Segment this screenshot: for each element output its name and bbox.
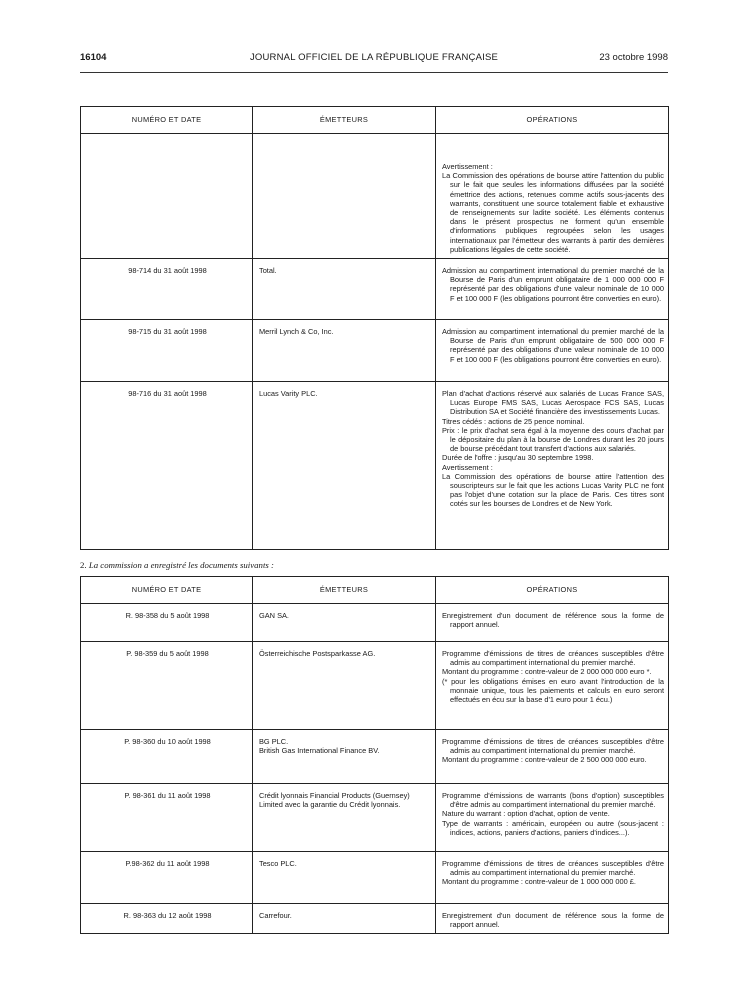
row-numero: P. 98-361 du 11 août 1998 xyxy=(81,784,253,852)
table-row xyxy=(81,904,669,934)
header-rule xyxy=(80,72,668,73)
row-operations xyxy=(436,134,669,259)
table-row xyxy=(81,852,669,904)
publication-date: 23 octobre 1998 xyxy=(599,52,668,63)
row-operations xyxy=(436,784,669,852)
operation-line: Nature du warrant : option d'achat, option de vente. xyxy=(442,809,610,819)
row-emetteur xyxy=(253,852,436,904)
operation-line: Programme d'émissions de titres de créances susceptibles d'être admis au compartiment international du premier marché. xyxy=(442,737,664,756)
row-emetteur xyxy=(253,784,436,852)
emetteur-line: Tesco PLC. xyxy=(259,859,297,868)
operation-line: Montant du programme : contre-valeur de 2 000 000 000 euro *. xyxy=(442,667,652,677)
col-header-operations: OPÉRATIONS xyxy=(436,577,669,604)
operation-line: Prix : le prix d'achat sera égal à la moyenne des cours d'achat par le dépositaire du plan à la bourse de Londres durant les 20 jours de bourse précédant tout transfert d'actions aux salariés. xyxy=(442,425,664,454)
table-row xyxy=(81,259,669,320)
row-emetteur xyxy=(253,320,436,382)
journal-title: JOURNAL OFFICIEL DE LA RÉPUBLIQUE FRANÇAISE xyxy=(249,52,499,63)
row-operations xyxy=(436,320,669,382)
table-row xyxy=(81,604,669,642)
row-numero xyxy=(81,134,253,259)
row-numero: 98-716 du 31 août 1998 xyxy=(81,382,253,550)
row-emetteur xyxy=(253,134,436,259)
operation-line: La Commission des opérations de bourse attire l'attention des souscripteurs sur le fait que les actions Lucas Varity PLC ne font pas l'objet d'une cotation sur la place de Paris. Ces titres sont cotés sur les bourses de Londres et de New York. xyxy=(442,471,664,509)
row-emetteur xyxy=(253,604,436,642)
operation-line: Durée de l'offre : jusqu'au 30 septembre 1998. xyxy=(442,453,594,463)
row-numero: P. 98-360 du 10 août 1998 xyxy=(81,730,253,784)
operation-line: Enregistrement d'un document de référence sous la forme de rapport annuel. xyxy=(442,611,664,630)
row-numero: 98-715 du 31 août 1998 xyxy=(81,320,253,382)
operation-line: Programme d'émissions de titres de créances susceptibles d'être admis au compartiment international du premier marché. xyxy=(442,859,664,878)
col-header-numero: NUMÉRO ET DATE xyxy=(81,577,253,604)
operation-line: Programme d'émissions de titres de créances susceptibles d'être admis au compartiment international du premier marché. xyxy=(442,649,664,668)
emetteur-line: Total. xyxy=(259,266,277,276)
col-header-emetteurs: ÉMETTEURS xyxy=(253,107,436,134)
operation-line: La Commission des opérations de bourse attire l'attention du public sur le fait que seules les informations diffusées par la société émettrice des actions, retenues comme actifs sous-jacents des warrants, constituent une source totalement fiable et exhaustive de renseignements sur ladite société. Les éléments contenus dans le présent prospectus ne forment qu'un ensemble d'informations publiques regroupées selon les usages internationaux par l'émetteur des warrants à partir des dernières publications légales de cette société. xyxy=(442,171,664,254)
table-row xyxy=(81,730,669,784)
table-row xyxy=(81,320,669,382)
row-numero: R. 98-363 du 12 août 1998 xyxy=(81,904,253,934)
table-row xyxy=(81,784,669,852)
table-row xyxy=(81,134,669,259)
row-emetteur xyxy=(253,642,436,730)
row-operations xyxy=(436,382,669,550)
row-operations xyxy=(436,604,669,642)
page-number: 16104 xyxy=(80,52,107,63)
emetteur-line: British Gas International Finance BV. xyxy=(259,746,380,756)
operation-line: Admission au compartiment international du premier marché de la Bourse de Paris d'un emprunt obligataire de 500 000 000 F représenté par des obligations d'une valeur nominale de 10 000 F et 100 000 F (les obligations pourront être converties en euro). xyxy=(442,327,664,364)
emetteur-line: Crédit lyonnais Financial Products (Guernsey) Limited avec la garantie du Crédit lyonnais. xyxy=(259,791,410,810)
emetteur-line: Merril Lynch & Co, Inc. xyxy=(259,327,334,337)
row-operations xyxy=(436,852,669,904)
table-row xyxy=(81,642,669,730)
col-header-emetteurs: ÉMETTEURS xyxy=(253,577,436,604)
emetteur-line: BG PLC. xyxy=(259,737,289,746)
table-header-row xyxy=(81,107,669,134)
operation-line: Programme d'émissions de warrants (bons d'option) susceptibles d'être admis au compartiment international du premier marché. xyxy=(442,791,664,810)
section-heading xyxy=(80,560,274,570)
row-emetteur xyxy=(253,259,436,320)
col-header-numero: NUMÉRO ET DATE xyxy=(81,107,253,134)
row-numero: R. 98-358 du 5 août 1998 xyxy=(81,604,253,642)
table-row xyxy=(81,382,669,550)
operation-line: Type de warrants : américain, européen ou autre (sous-jacent : indices, actions, paniers d'actions, paniers d'indices...). xyxy=(442,818,664,837)
emetteur-line: Carrefour. xyxy=(259,911,292,920)
emetteur-line: GAN SA. xyxy=(259,611,289,620)
row-operations xyxy=(436,642,669,730)
emetteur-line: Österreichische Postsparkasse AG. xyxy=(259,649,376,658)
emetteur-line: Lucas Varity PLC. xyxy=(259,389,318,399)
section-title: La commission a enregistré les documents suivants : xyxy=(88,560,274,570)
table-header-row xyxy=(81,577,669,604)
row-numero: P.98-362 du 11 août 1998 xyxy=(81,852,253,904)
page-header xyxy=(80,52,668,68)
operations-table-2 xyxy=(80,576,669,934)
row-numero: P. 98-359 du 5 août 1998 xyxy=(81,642,253,730)
operations-table-1 xyxy=(80,106,669,550)
operation-line: Admission au compartiment international du premier marché de la Bourse de Paris d'un emprunt obligataire de 1 000 000 000 F représenté par des obligations d'une valeur nominale de 10 000 F et 100 000 F (les obligations pourront être converties en euro). xyxy=(442,266,664,303)
operation-line: Montant du programme : contre-valeur de 2 500 000 000 euro. xyxy=(442,755,647,765)
operation-line: Plan d'achat d'actions réservé aux salariés de Lucas France SAS, Lucas Europe FMS SAS, Lucas Aerospace FCS SAS, Lucas Distribution SA et Société financière des investissements Lucas. xyxy=(442,389,664,417)
row-operations xyxy=(436,904,669,934)
row-emetteur xyxy=(253,382,436,550)
row-operations xyxy=(436,730,669,784)
row-emetteur xyxy=(253,904,436,934)
operation-line: Avertissement : xyxy=(442,162,493,171)
operation-line: Titres cédés : actions de 25 pence nominal. xyxy=(442,416,585,426)
col-header-operations: OPÉRATIONS xyxy=(436,107,669,134)
row-numero: 98-714 du 31 août 1998 xyxy=(81,259,253,320)
operation-line: Montant du programme : contre-valeur de 1 000 000 000 £. xyxy=(442,877,636,887)
section-number: 2. xyxy=(80,560,87,570)
row-emetteur xyxy=(253,730,436,784)
row-operations xyxy=(436,259,669,320)
operation-line: Enregistrement d'un document de référence sous la forme de rapport annuel. xyxy=(442,911,664,930)
operation-line: Avertissement : xyxy=(442,462,493,472)
operation-line: (* pour les obligations émises en euro avant l'introduction de la monnaie unique, tous les paiements et calculs en euro seront effectués en écu sur la base d'1 euro pour 1 écu.) xyxy=(442,676,664,705)
